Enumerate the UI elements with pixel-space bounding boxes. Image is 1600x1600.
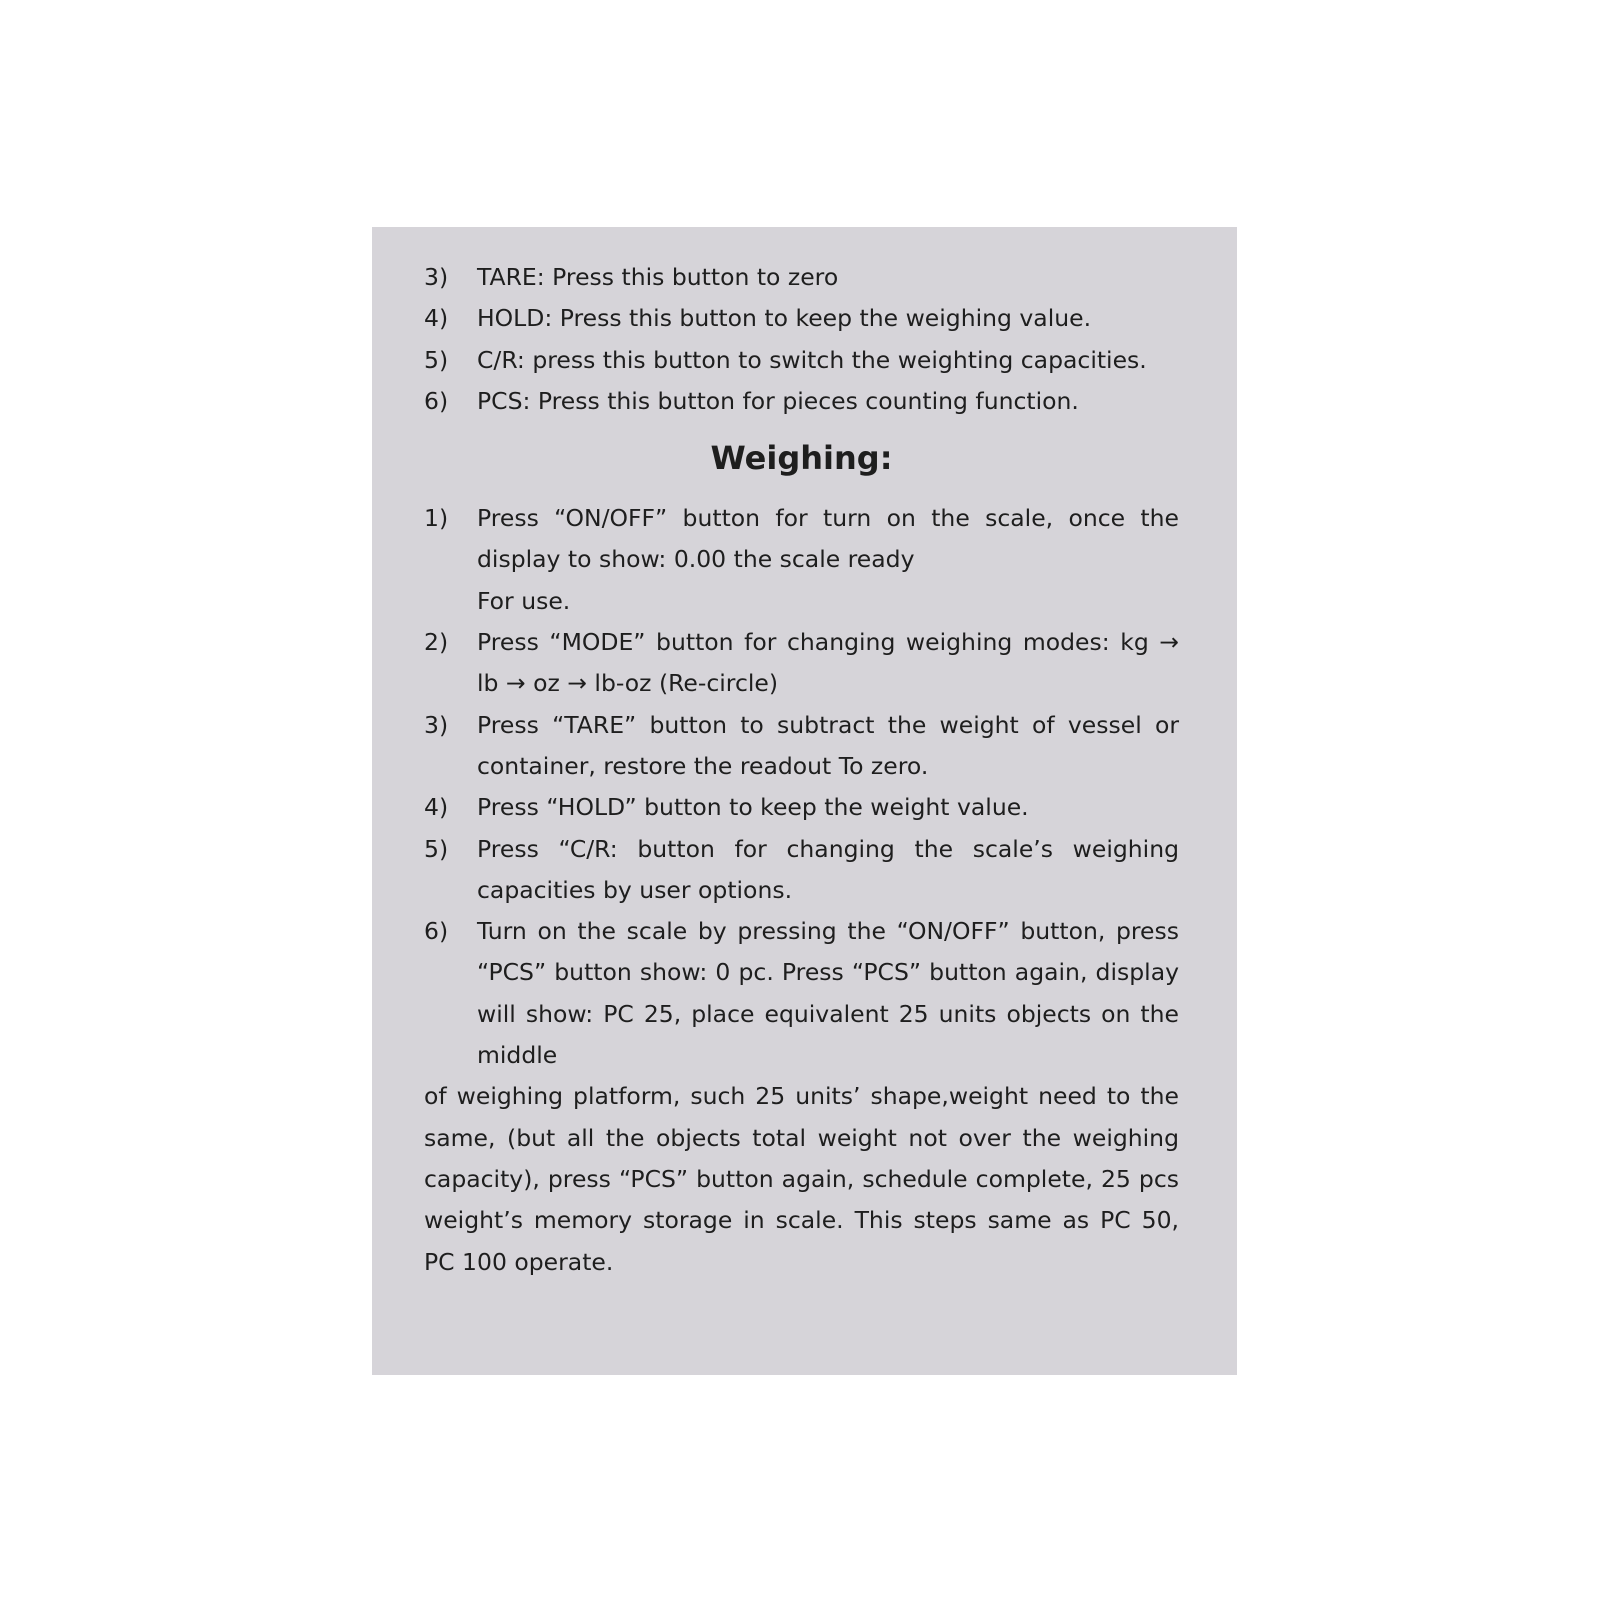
list-item [424,498,1179,622]
paragraph-text: of weighing platform, such 25 units’ shape,weight need to the same, (but all the objects total weight not over the weighing capacity), press “PCS” button again, schedule complete, 25 pcs weight’s memory storage in scale. This steps same as PC 50, PC 100 operate. [424,1082,1179,1276]
instruction-sheet [372,227,1237,1375]
item-text [477,298,1179,339]
item-text [477,829,1179,912]
item-line: Press “MODE” button for changing weighing modes: kg → lb → oz → lb-oz (Re-circle) [477,628,1179,698]
list-item [424,911,1179,1076]
item-text [477,257,1179,298]
item-number: 3) [424,710,449,739]
item-line: Press “C/R: button for changing the scale’s weighing capacities by user options. [477,834,1179,904]
item-number: 6) [424,386,449,415]
list-item [424,381,1179,422]
list-item [424,787,1179,828]
item-line: Turn on the scale by pressing the “ON/OFF” button, press “PCS” button show: 0 pc. Press “PCS” button again, display will show: PC 25, place equivalent 25 units objects on the middle [477,917,1179,1070]
item-number: 2) [424,628,449,657]
item-number: 1) [424,504,449,533]
item-text [477,340,1179,381]
item-text [477,622,1179,705]
item-text [477,705,1179,788]
item-line: For use. [477,586,571,615]
item-text [477,498,1179,622]
list-item [424,298,1179,339]
weighing-steps [424,498,1179,1076]
item-line: Press “HOLD” button to keep the weight value. [477,793,1029,822]
item-line: HOLD: Press this button to keep the weighing value. [477,304,1092,333]
item-number: 3) [424,263,449,291]
item-number: 4) [424,793,449,822]
item-text [477,381,1179,422]
item-number: 4) [424,304,449,333]
list-item [424,340,1179,381]
item-number: 5) [424,345,449,374]
closing-paragraph [424,1076,1179,1282]
item-number: 6) [424,917,449,946]
list-item [424,257,1179,298]
item-text [477,911,1179,1076]
section-heading: Weighing: [710,439,893,478]
list-item [424,622,1179,705]
list-item [424,705,1179,788]
button-list [424,257,1179,422]
item-line: TARE: Press this button to zero [477,263,839,291]
item-text [477,787,1179,828]
list-item [424,829,1179,912]
item-line: Press “TARE” button to subtract the weight of vessel or container, restore the readout To zero. [477,710,1179,780]
item-line: Press “ON/OFF” button for turn on the scale, once the display to show: 0.00 the scale ready [477,504,1179,574]
item-line: C/R: press this button to switch the weighting capacities. [477,345,1147,374]
item-number: 5) [424,834,449,863]
item-line: PCS: Press this button for pieces counting function. [477,386,1079,415]
